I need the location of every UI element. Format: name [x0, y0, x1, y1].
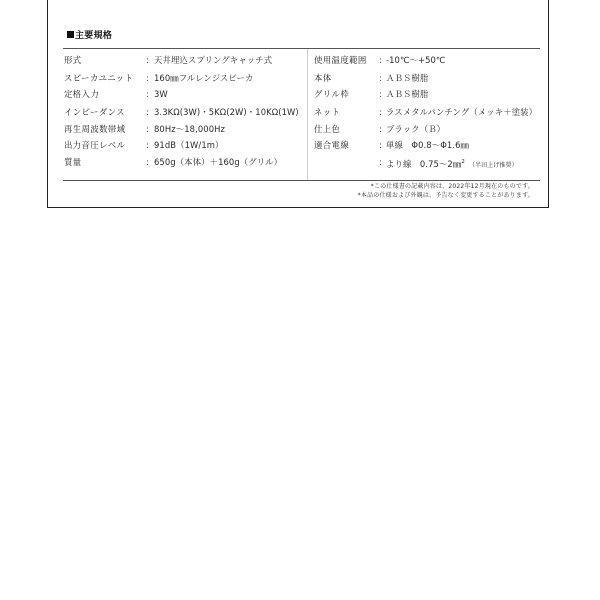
- spec-colon: :: [379, 55, 382, 65]
- spec-row-frequency-range: [64, 121, 304, 137]
- spec-row-rated-input: [64, 86, 304, 102]
- spec-value: 単線 Φ0.8〜Φ1.6㎜: [386, 140, 469, 150]
- spec-value: [386, 154, 518, 174]
- spec-colon: :: [146, 107, 149, 117]
- footnote-change-notice: *本品の仕様および外観は、予告なく変更することがあります。: [357, 192, 534, 199]
- spec-row-impedance: [64, 104, 304, 120]
- superscript-squared: 2: [461, 159, 465, 165]
- spec-value: 160㎜フルレンジスピーカ: [154, 73, 254, 83]
- spec-value: 3W: [154, 89, 168, 99]
- spec-label: 出力音圧レベル: [64, 140, 126, 150]
- spec-label: ネット: [314, 107, 341, 117]
- section-title: [67, 28, 112, 41]
- column-divider: [307, 49, 308, 180]
- section-title-text: 主要規格: [75, 31, 113, 41]
- spec-label: 本体: [314, 73, 332, 83]
- table-top-rule: [63, 48, 540, 49]
- spec-value: 91dB（1W/1m）: [154, 140, 224, 150]
- spec-value: 3.3KΩ(3W)・5KΩ(2W)・10KΩ(1W): [154, 107, 299, 117]
- spec-colon: :: [379, 140, 382, 150]
- spec-colon: :: [146, 140, 149, 150]
- spec-row-compatible-wire-stranded: [314, 154, 542, 170]
- spec-colon: :: [146, 55, 149, 65]
- spec-colon: :: [379, 73, 382, 83]
- spec-label: インピーダンス: [64, 107, 125, 117]
- bullet-square-icon: [67, 31, 74, 38]
- table-bottom-rule: [63, 180, 540, 181]
- footnote-date: *この仕様書の記載内容は、2022年12月現在のものです。: [370, 183, 534, 190]
- spec-colon: :: [379, 124, 382, 134]
- spec-value: 天井埋込スプリングキャッチ式: [154, 55, 273, 65]
- spec-row-format: [64, 52, 304, 68]
- spec-row-body-material: [314, 70, 542, 86]
- spec-value: ＡＢＳ樹脂: [386, 73, 429, 83]
- spec-label: 定格入力: [64, 89, 100, 99]
- solder-note: （半田上げ推奨）: [468, 162, 518, 169]
- spec-value: 650g（本体）＋160g（グリル）: [154, 157, 283, 167]
- spec-colon: :: [379, 157, 382, 167]
- spec-label: スピーカユニット: [64, 73, 134, 83]
- spec-value: ＡＢＳ樹脂: [386, 89, 429, 99]
- footnotes: [358, 182, 534, 200]
- spec-colon: :: [379, 89, 382, 99]
- spec-value: ラスメタルパンチング（メッキ＋塗装）: [386, 107, 538, 117]
- spec-value: 80Hz〜18,000Hz: [154, 124, 226, 134]
- spec-row-operating-temperature: [314, 52, 542, 68]
- spec-colon: :: [146, 157, 149, 167]
- spec-row-speaker-unit: [64, 70, 304, 86]
- spec-row-mass: [64, 154, 304, 170]
- spec-row-grille-frame: [314, 86, 542, 102]
- spec-label: 質量: [64, 157, 82, 167]
- spec-row-net: [314, 104, 542, 120]
- spec-row-finish-color: [314, 121, 542, 137]
- stranded-wire-text: より線 0.75〜2㎜: [386, 159, 462, 169]
- spec-row-sound-pressure: [64, 137, 304, 153]
- spec-value: ブラック（Ｂ）: [386, 124, 446, 134]
- spec-row-compatible-wire: [314, 137, 542, 153]
- spec-label: 仕上色: [314, 124, 341, 134]
- spec-value: -10℃〜+50℃: [386, 55, 446, 65]
- spec-colon: :: [146, 73, 149, 83]
- spec-label: 再生周波数帯域: [64, 124, 126, 134]
- spec-colon: :: [146, 124, 149, 134]
- spec-label: 形式: [64, 55, 82, 65]
- spec-label: グリル枠: [314, 89, 350, 99]
- spec-colon: :: [146, 89, 149, 99]
- spec-colon: :: [379, 107, 382, 117]
- spec-label: 使用温度範囲: [314, 55, 367, 65]
- spec-label: 適合電線: [314, 140, 350, 150]
